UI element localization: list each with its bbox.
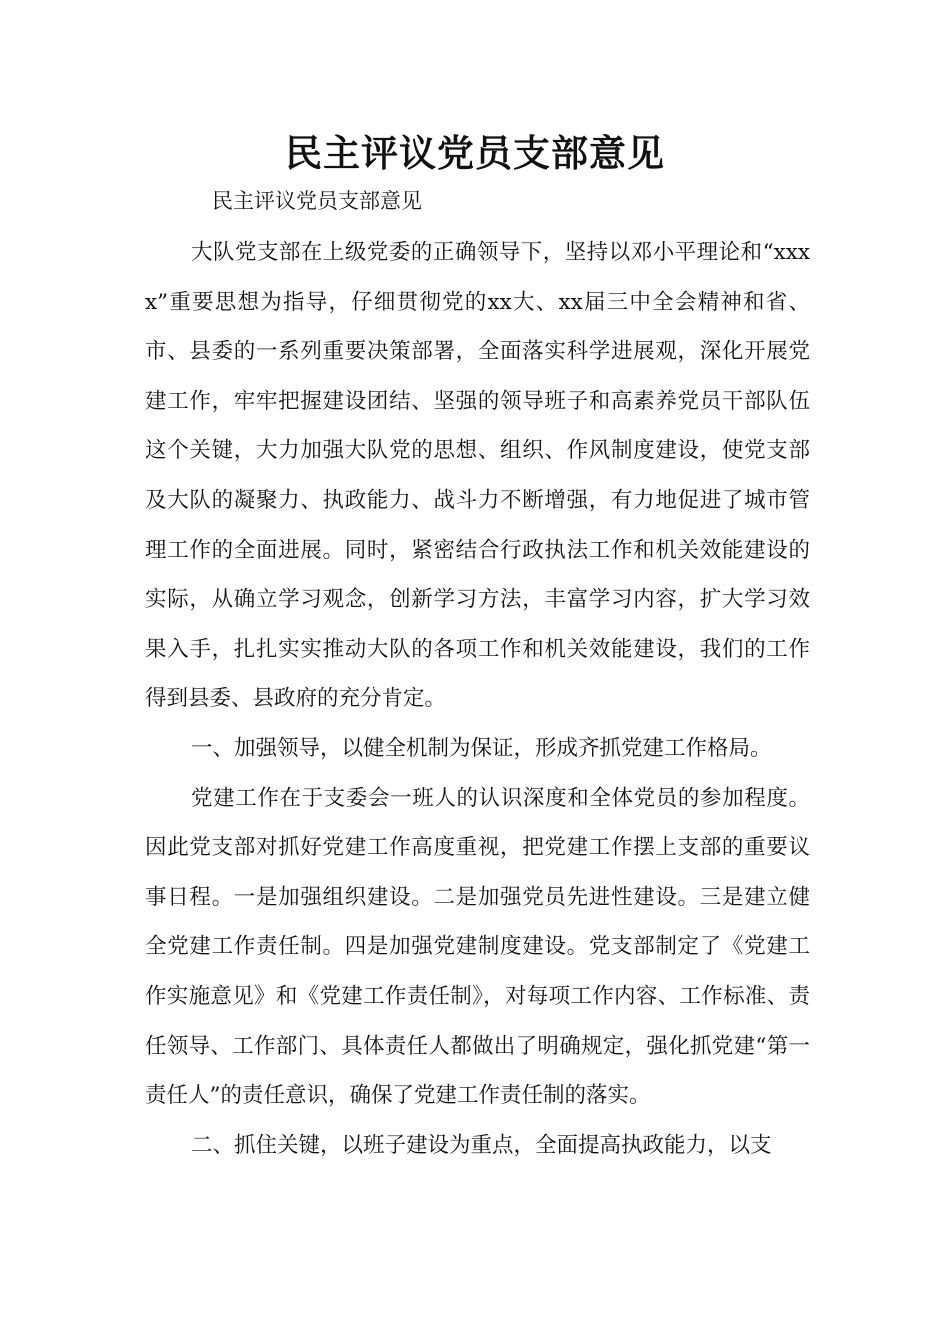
paragraph-section-1-body: 党建工作在于支委会一班人的认识深度和全体党员的参加程度。因此党支部对抓好党建工作高度重视，把党建工作摆上支部的重要议事日程。一是加强组织建设。二是加强党员先进性建设。三是建立健全党建工作责任制。四是加强党建制度建设。党支部制定了《党建工作实施意见》和《党建工作责任制》，对每项工作内容、工作标准、责任领导、工作部门、具体责任人都做出了明确规定，强化抓党建“第一责任人”的责任意识，确保了党建工作责任制的落实。 (145, 785, 810, 1109)
paragraph-section-2-heading: 二、抓住关键，以班子建设为重点，全面提高执政能力，以支 (191, 1132, 772, 1158)
document-body (145, 228, 810, 1170)
document-subtitle: 民主评议党员支部意见 (212, 189, 422, 213)
paragraph-intro: 大队党支部在上级党委的正确领导下，坚持以邓小平理论和“xxxx”重要思想为指导，仔细贯彻党的xx大、xx届三中全会精神和省、市、县委的一系列重要决策部署，全面落实科学进展观，深化开展党建工作，牢牢把握建设团结、坚强的领导班子和高素养党员干部队伍这个关键，大力加强大队党的思想、组织、作风制度建设，使党支部及大队的凝聚力、执政能力、战斗力不断增强，有力地促进了城市管理工作的全面进展。同时，紧密结合行政执法工作和机关效能建设的实际，从确立学习观念，创新学习方法，丰富学习内容，扩大学习效果入手，扎扎实实推动大队的各项工作和机关效能建设，我们的工作得到县委、县政府的充分肯定。 (145, 240, 810, 712)
document-title: 民主评议党员支部意见 (285, 132, 665, 175)
paragraph-section-1-heading: 一、加强领导，以健全机制为保证，形成齐抓党建工作格局。 (191, 735, 772, 761)
